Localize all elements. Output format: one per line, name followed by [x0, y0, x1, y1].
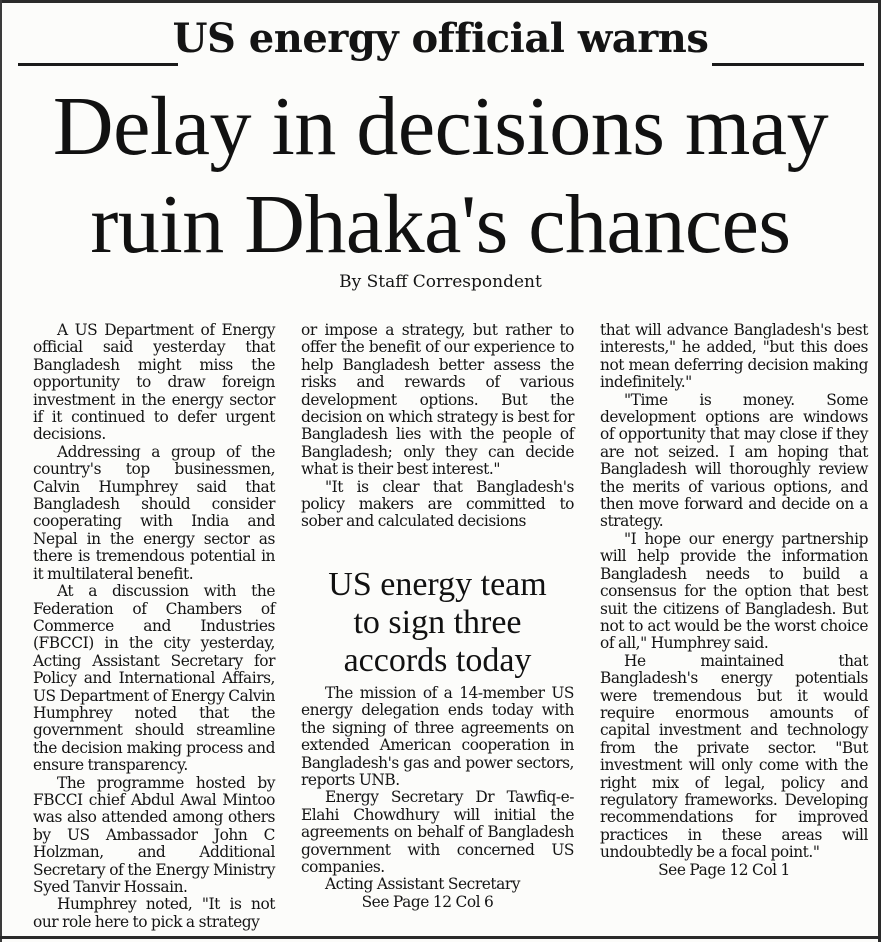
- paragraph: or impose a strategy, but rather to offer the benefit of our experience to help Bangladesh better assess the risks and rewards of various development options. But the decision on which strategy is best for Bangladesh lies with the people of Bangladesh; only they can decide what is their best interest.": [301, 321, 574, 479]
- paragraph: that will advance Bangladesh's best interests," he added, "but this does not mean deferring decision making indefinitely.": [600, 321, 868, 392]
- paragraph: "It is clear that Bangladesh's policy makers are committed to sober and calculated decisions: [301, 477, 574, 531]
- sidebar-story-body: [301, 685, 574, 911]
- paragraph: The mission of a 14-member US energy delegation ends today with the signing of three agreements on extended American cooperation in Bangladesh's gas and power sectors, reports UNB.: [301, 684, 574, 790]
- paragraph: "Time is money. Some development options are windows of opportunity that may close if they are not seized. I am hoping that Bangladesh will thoroughly review the merits of various options, and then move forward and decide on a strategy.: [600, 390, 868, 531]
- article-jump-line: See Page 12 Col 1: [658, 860, 790, 879]
- paragraph: He maintained that Bangladesh's energy potentials were tremendous but it would require enormous amounts of capital investment and technology from the private sector. "But investment will only come with the right mix of legal, policy and regulatory frameworks. Developing recommendations for improved practices in these areas will undoubtedly be a focal point.": [600, 651, 868, 862]
- kicker-headline: US energy official warns: [172, 15, 709, 62]
- sidebar-headline: [301, 566, 574, 680]
- byline: By Staff Correspondent: [339, 272, 542, 292]
- sidebar-headline-line: US energy team: [328, 566, 547, 603]
- frame-border-top: [0, 0, 881, 3]
- kicker-rule-right: [712, 63, 864, 66]
- headline-line: ruin Dhaka's chances: [90, 178, 791, 271]
- paragraph: At a discussion with the Federation of Chambers of Commerce and Industries (FBCCI) in the city yesterday, Acting Assistant Secretary for Policy and International Affairs, US Department of Energy Calvin Humphrey noted that the government should streamline the decision making process and ensure transparency.: [33, 582, 275, 775]
- main-headline: [0, 78, 881, 274]
- kicker-rule-left: [18, 63, 178, 66]
- paragraph: The programme hosted by FBCCI chief Abdul Awal Mintoo was also attended among others by US Ambassador John C Holzman, and Additional Secretary of the Energy Ministry Syed Tanvir Hossain.: [33, 773, 275, 896]
- sidebar-headline-line: to sign three: [353, 604, 522, 641]
- paragraph: A US Department of Energy official said yesterday that Bangladesh might miss the opportunity to draw foreign investment in the energy sector if it continued to defer urgent decisions.: [33, 321, 275, 444]
- article-column-2: [301, 322, 574, 531]
- paragraph: "I hope our energy partnership will help provide the information Bangladesh needs to build a consensus for the option that best suit the citizens of Bangladesh. But not to act would be the worst choice of all," Humphrey said.: [600, 529, 868, 653]
- sidebar-jump-line: See Page 12 Col 6: [361, 892, 494, 911]
- sidebar-headline-line: accords today: [343, 642, 532, 679]
- frame-border-bottom: [0, 936, 881, 939]
- article-column-1: [33, 322, 275, 931]
- paragraph: Addressing a group of the country's top businessmen, Calvin Humphrey said that Bangladesh should consider cooperating with India and Nepal in the energy sector as there is tremendous potential in it multilateral benefit.: [33, 442, 275, 583]
- paragraph: Energy Secretary Dr Tawfiq-e-Elahi Chowdhury will initial the agreements on behalf of Bangladesh government with concerned US companies.: [301, 788, 574, 877]
- headline-line: Delay in decisions may: [52, 80, 829, 173]
- paragraph: Humphrey noted, "It is not our role here to pick a strategy: [33, 895, 275, 931]
- paragraph: Acting Assistant Secretary: [325, 875, 521, 894]
- article-column-3: [600, 322, 868, 879]
